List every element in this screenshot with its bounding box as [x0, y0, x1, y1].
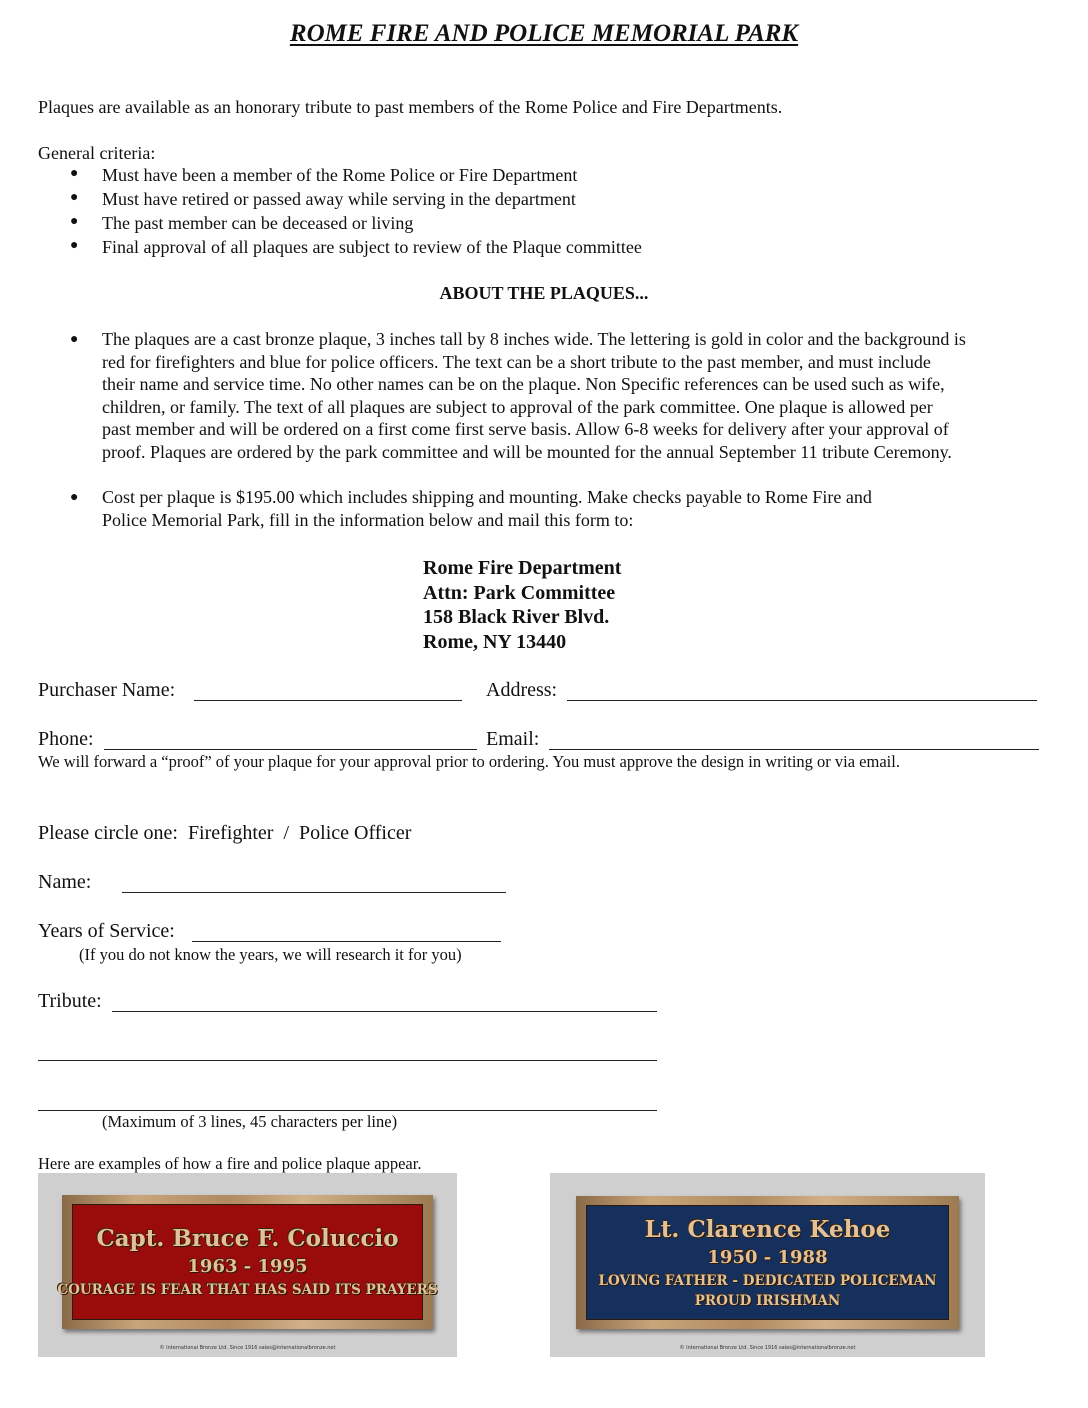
plaque-message: LOVING FATHER - DEDICATED POLICEMAN [598, 1272, 937, 1289]
tribute-line-3[interactable] [38, 1110, 657, 1111]
bullet-icon: ● [70, 190, 79, 205]
years-note: (If you do not know the years, we will research it for you) [79, 945, 462, 964]
intro-text: Plaques are available as an honorary tribute to past members of the Rome Police and Fire Departments. [38, 97, 783, 117]
plaque-years: 1963 - 1995 [187, 1256, 308, 1277]
cost-paragraph [102, 486, 1062, 531]
address-line: 158 Black River Blvd. [423, 606, 610, 629]
police-plaque-image [550, 1173, 985, 1357]
mail-address [423, 556, 621, 654]
years-of-service-field[interactable] [192, 941, 501, 942]
bullet-icon: ● [70, 332, 79, 347]
about-line: The plaques are a cast bronze plaque, 3 inches tall by 8 inches wide. The lettering is gold in color and the background is [102, 329, 966, 349]
email-label: Email: [486, 728, 540, 750]
phone-field[interactable] [104, 749, 477, 750]
about-line: red for firefighters and blue for police officers. The text can be a short tribute to the past member, and must include [102, 351, 931, 372]
plaque-image-footer: © International Bronze Ltd. Since 1916 sales@internationalbronze.net [679, 1345, 856, 1351]
plaque-image-footer: © International Bronze Ltd. Since 1916 sales@internationalbronze.net [159, 1345, 336, 1351]
plaque-name: Capt. Bruce F. Coluccio [96, 1225, 399, 1252]
examples-caption: Here are examples of how a fire and police plaque appear. [38, 1154, 422, 1173]
purchaser-name-label: Purchaser Name: [38, 679, 176, 701]
plaque-bronze-frame [576, 1196, 959, 1329]
plaque-bronze-frame [57, 1195, 438, 1329]
phone-label: Phone: [38, 728, 94, 750]
bullet-icon: ● [70, 166, 79, 181]
circle-one-row [38, 822, 411, 845]
tribute-label: Tribute: [38, 990, 102, 1012]
plaque-message: COURAGE IS FEAR THAT HAS SAID ITS PRAYERS [57, 1282, 438, 1298]
criteria-item: The past member can be deceased or living [102, 213, 414, 233]
plaque-name: Lt. Clarence Kehoe [644, 1215, 891, 1243]
address-line: Attn: Park Committee [423, 581, 616, 604]
address-field[interactable] [567, 700, 1037, 701]
proof-note: We will forward a “proof” of your plaque for your approval prior to ordering. You must approve the design in writing or via email. [38, 752, 900, 771]
address-line: Rome Fire Department [423, 557, 622, 579]
fire-plaque-image [38, 1173, 457, 1357]
plaque-message: PROUD IRISHMAN [694, 1292, 841, 1309]
criteria-heading: General criteria: [38, 143, 156, 163]
address-label: Address: [486, 679, 558, 701]
criteria-item: Final approval of all plaques are subject to review of the Plaque committee [102, 237, 642, 257]
criteria-item: Must have retired or passed away while serving in the department [102, 189, 576, 209]
purchaser-name-field[interactable] [194, 700, 462, 701]
bullet-icon: ● [70, 490, 79, 505]
criteria-item: Must have been a member of the Rome Police or Fire Department [102, 165, 578, 185]
tribute-line-1[interactable] [112, 1011, 657, 1012]
cost-line: Cost per plaque is $195.00 which includes shipping and mounting. Make checks payable to Rome Fire and [102, 487, 872, 507]
tribute-note: (Maximum of 3 lines, 45 characters per line) [102, 1112, 398, 1131]
circle-one-label: Please circle one: [38, 822, 178, 844]
about-line: proof. Plaques are ordered by the park committee and will be mounted for the annual September 11 tribute Ceremony. [102, 441, 952, 462]
about-line: their name and service time. No other names can be on the plaque. Non Specific references can be used such as wife, [102, 374, 945, 395]
bullet-icon: ● [70, 214, 79, 229]
about-line: past member and will be ordered on a first come first serve basis. Allow 6-8 weeks for delivery after your approval of [102, 419, 949, 440]
about-paragraph [102, 328, 1062, 464]
option-police-officer[interactable]: Police Officer [299, 822, 412, 844]
plaque-face-red [57, 1204, 438, 1320]
about-line: children, or family. The text of all plaques are subject to approval of the park committee. One plaque is allowed per [102, 396, 933, 417]
bullet-icon: ● [70, 238, 79, 253]
plaque-face-blue [586, 1205, 949, 1320]
name-label: Name: [38, 871, 92, 893]
page-title: ROME FIRE AND POLICE MEMORIAL PARK [289, 20, 799, 47]
address-line: Rome, NY 13440 [423, 630, 567, 653]
years-of-service-label: Years of Service: [38, 920, 175, 942]
name-field[interactable] [122, 892, 506, 893]
email-field[interactable] [549, 749, 1039, 750]
tribute-line-2[interactable] [38, 1060, 657, 1061]
cost-line: Police Memorial Park, fill in the information below and mail this form to: [102, 509, 634, 530]
plaque-years: 1950 - 1988 [707, 1246, 828, 1268]
option-firefighter[interactable]: Firefighter [187, 822, 274, 844]
about-heading: ABOUT THE PLAQUES... [439, 283, 649, 303]
option-separator: / [283, 822, 290, 844]
